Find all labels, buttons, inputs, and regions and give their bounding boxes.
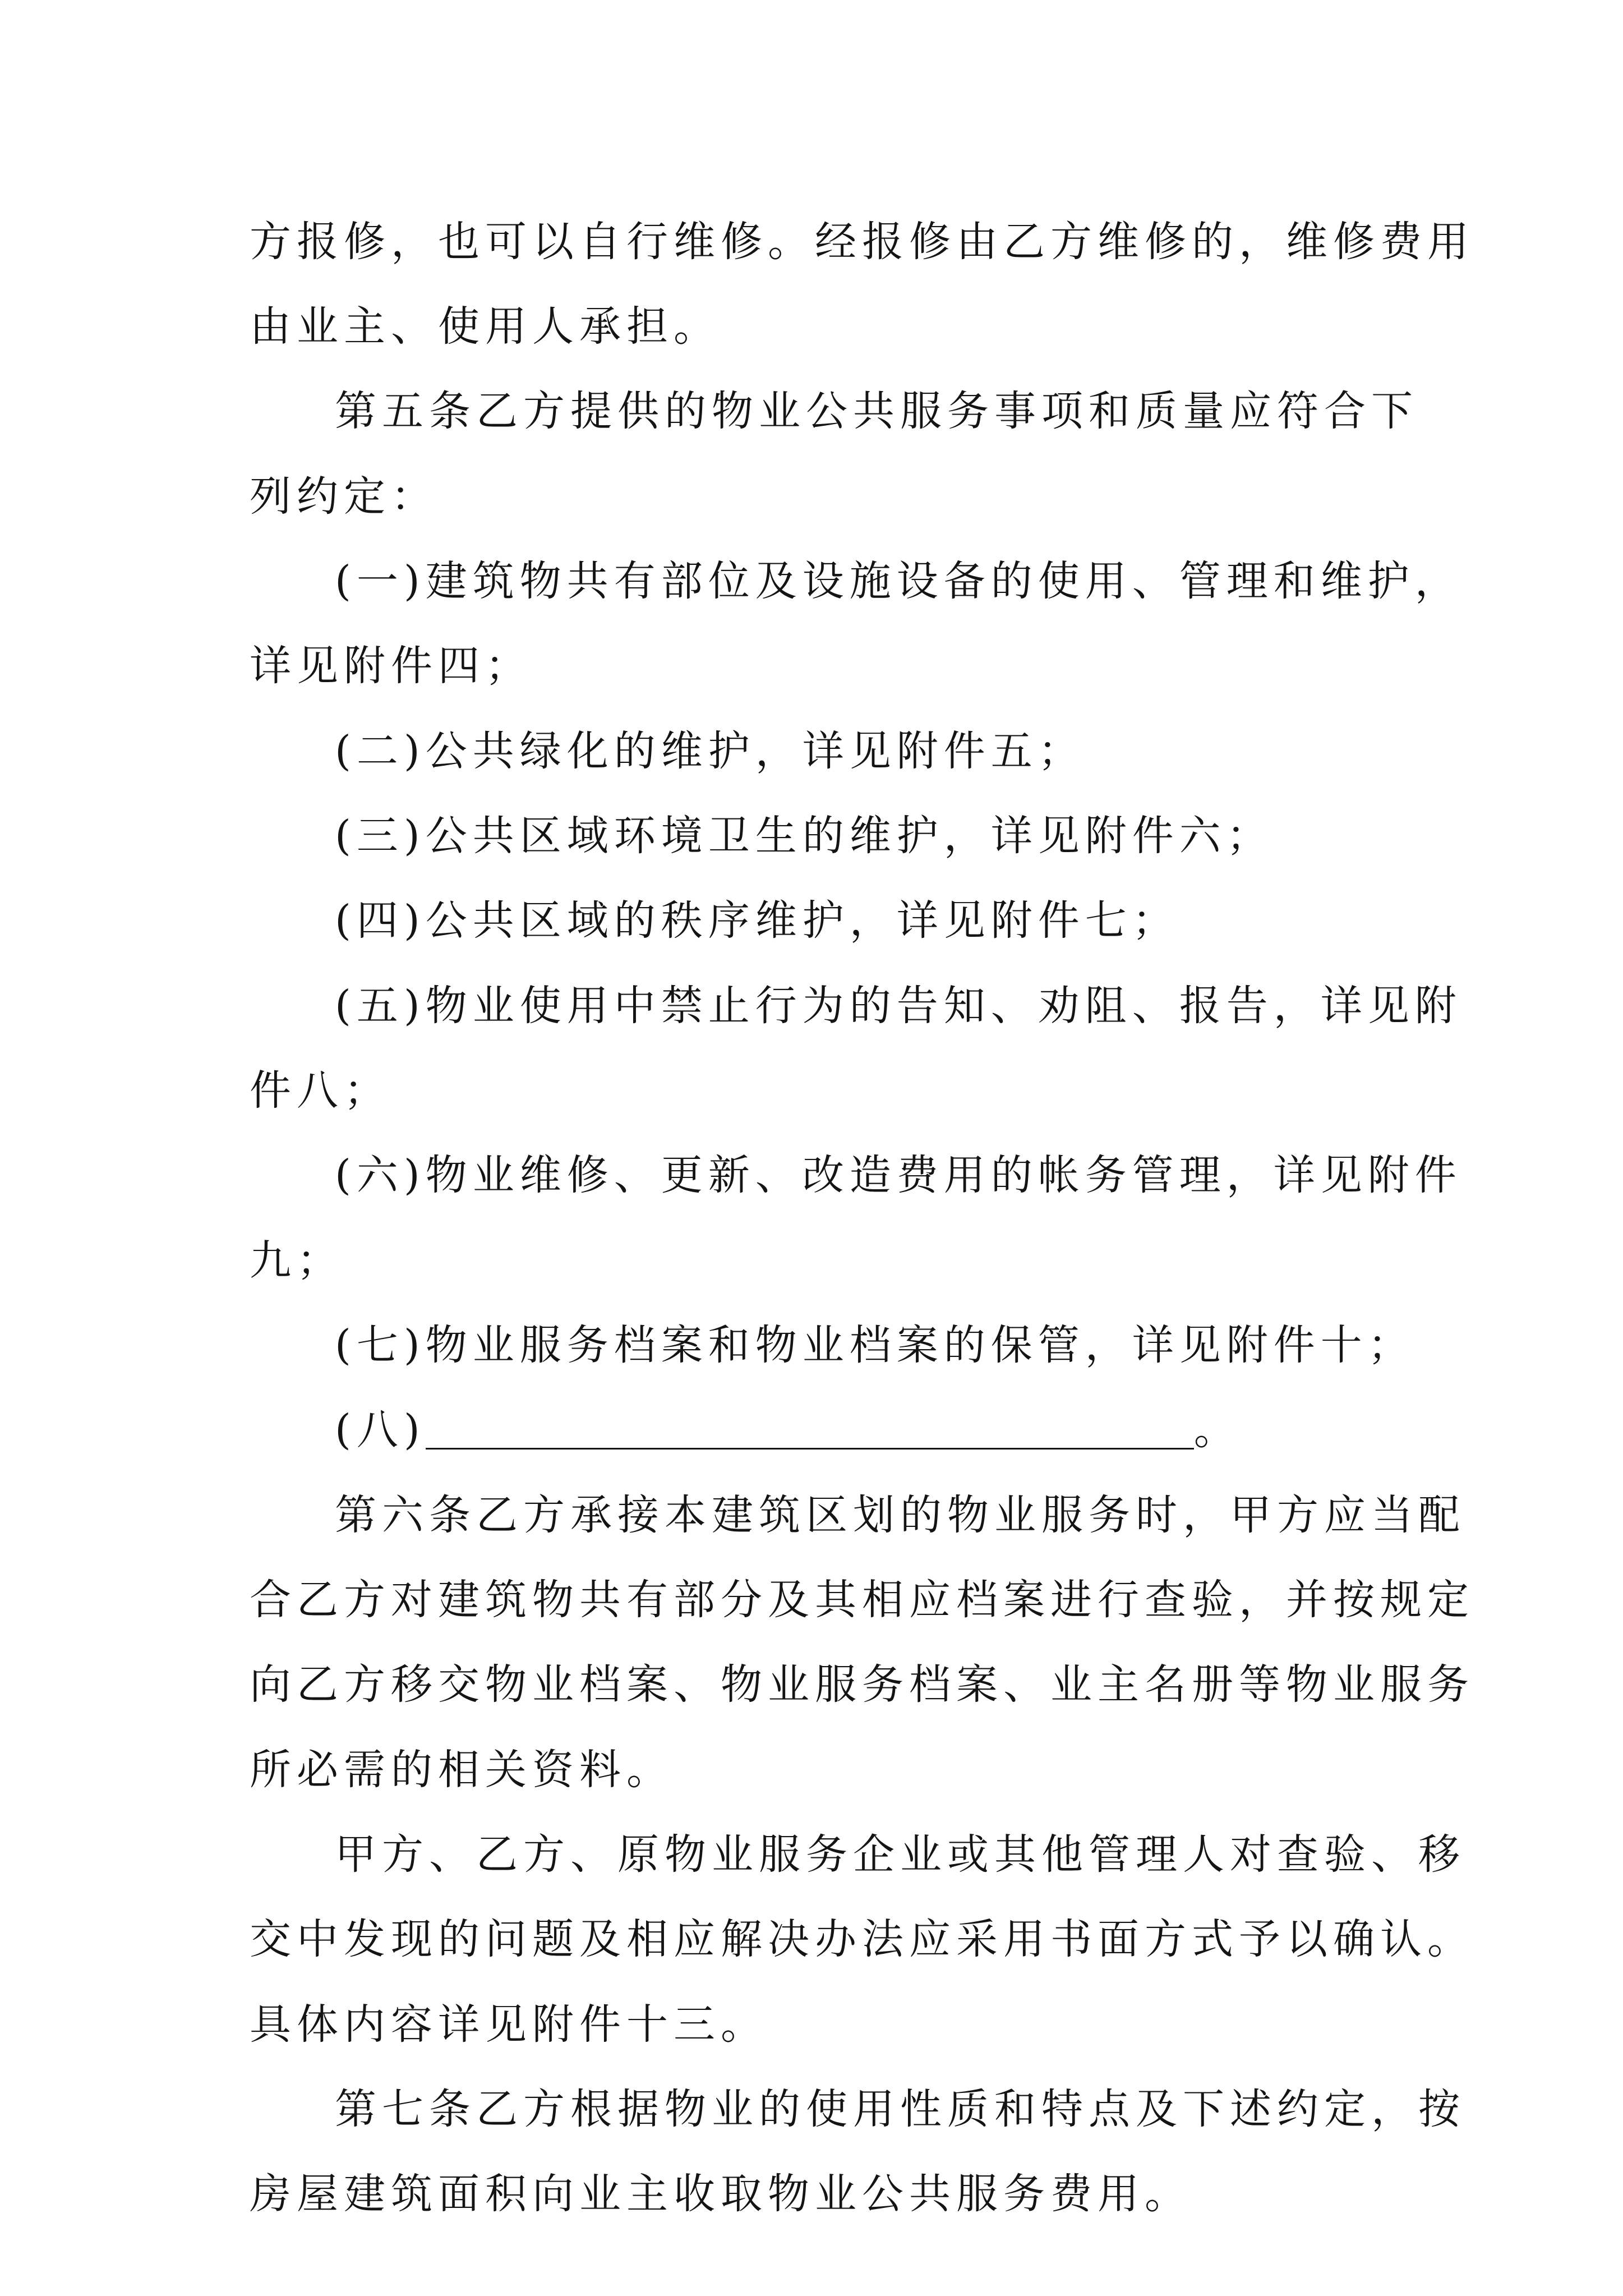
item-eight-label: (八)	[335, 1406, 426, 1454]
text-line: 第五条乙方提供的物业公共服务事项和质量应符合下	[335, 387, 1418, 435]
text-line: (一)建筑物共有部位及设施设备的使用、管理和维护，	[335, 557, 1462, 605]
text-line: 房屋建筑面积向业主收取物业公共服务费用。	[250, 2170, 1192, 2218]
text-line: 列约定：	[250, 472, 438, 521]
blank-fill-line	[426, 1403, 1194, 1450]
text-line: (七)物业服务档案和物业档案的保管，详见附件十；	[335, 1321, 1415, 1369]
text-line: 具体内容详见附件十三。	[250, 2000, 768, 2049]
text-line: (六)物业维修、更新、改造费用的帐务管理，详见附件	[335, 1151, 1462, 1199]
text-line: 甲方、乙方、原物业服务企业或其他管理人对查验、移	[335, 1830, 1465, 1879]
text-line: (五)物业使用中禁止行为的告知、劝阻、报告，详见附	[335, 982, 1462, 1030]
item-eight-line	[335, 1396, 1388, 1464]
item-eight-end: 。	[1193, 1406, 1241, 1454]
text-line: 由业主、使用人承担。	[250, 302, 721, 351]
text-line: 第七条乙方根据物业的使用性质和特点及下述约定，按	[335, 2085, 1465, 2133]
text-line: (四)公共区域的秩序维护，详见附件七；	[335, 896, 1179, 945]
text-line: 九；	[250, 1236, 344, 1285]
text-line: 向乙方移交物业档案、物业服务档案、业主名册等物业服务	[250, 1660, 1474, 1709]
text-line: 详见附件四；	[250, 642, 532, 690]
text-line: 件八；	[250, 1066, 391, 1115]
text-line: 所必需的相关资料。	[250, 1746, 674, 1794]
text-line: 第六条乙方承接本建筑区划的物业服务时，甲方应当配	[335, 1491, 1465, 1539]
text-line: (二)公共绿化的维护，详见附件五；	[335, 727, 1085, 775]
text-line: 方报修，也可以自行维修。经报修由乙方维修的，维修费用	[250, 218, 1474, 266]
text-line: (三)公共区域环境卫生的维护，详见附件六；	[335, 812, 1274, 860]
text-line: 交中发现的问题及相应解决办法应采用书面方式予以确认。	[250, 1915, 1474, 1963]
text-line: 合乙方对建筑物共有部分及其相应档案进行查验，并按规定	[250, 1576, 1474, 1624]
